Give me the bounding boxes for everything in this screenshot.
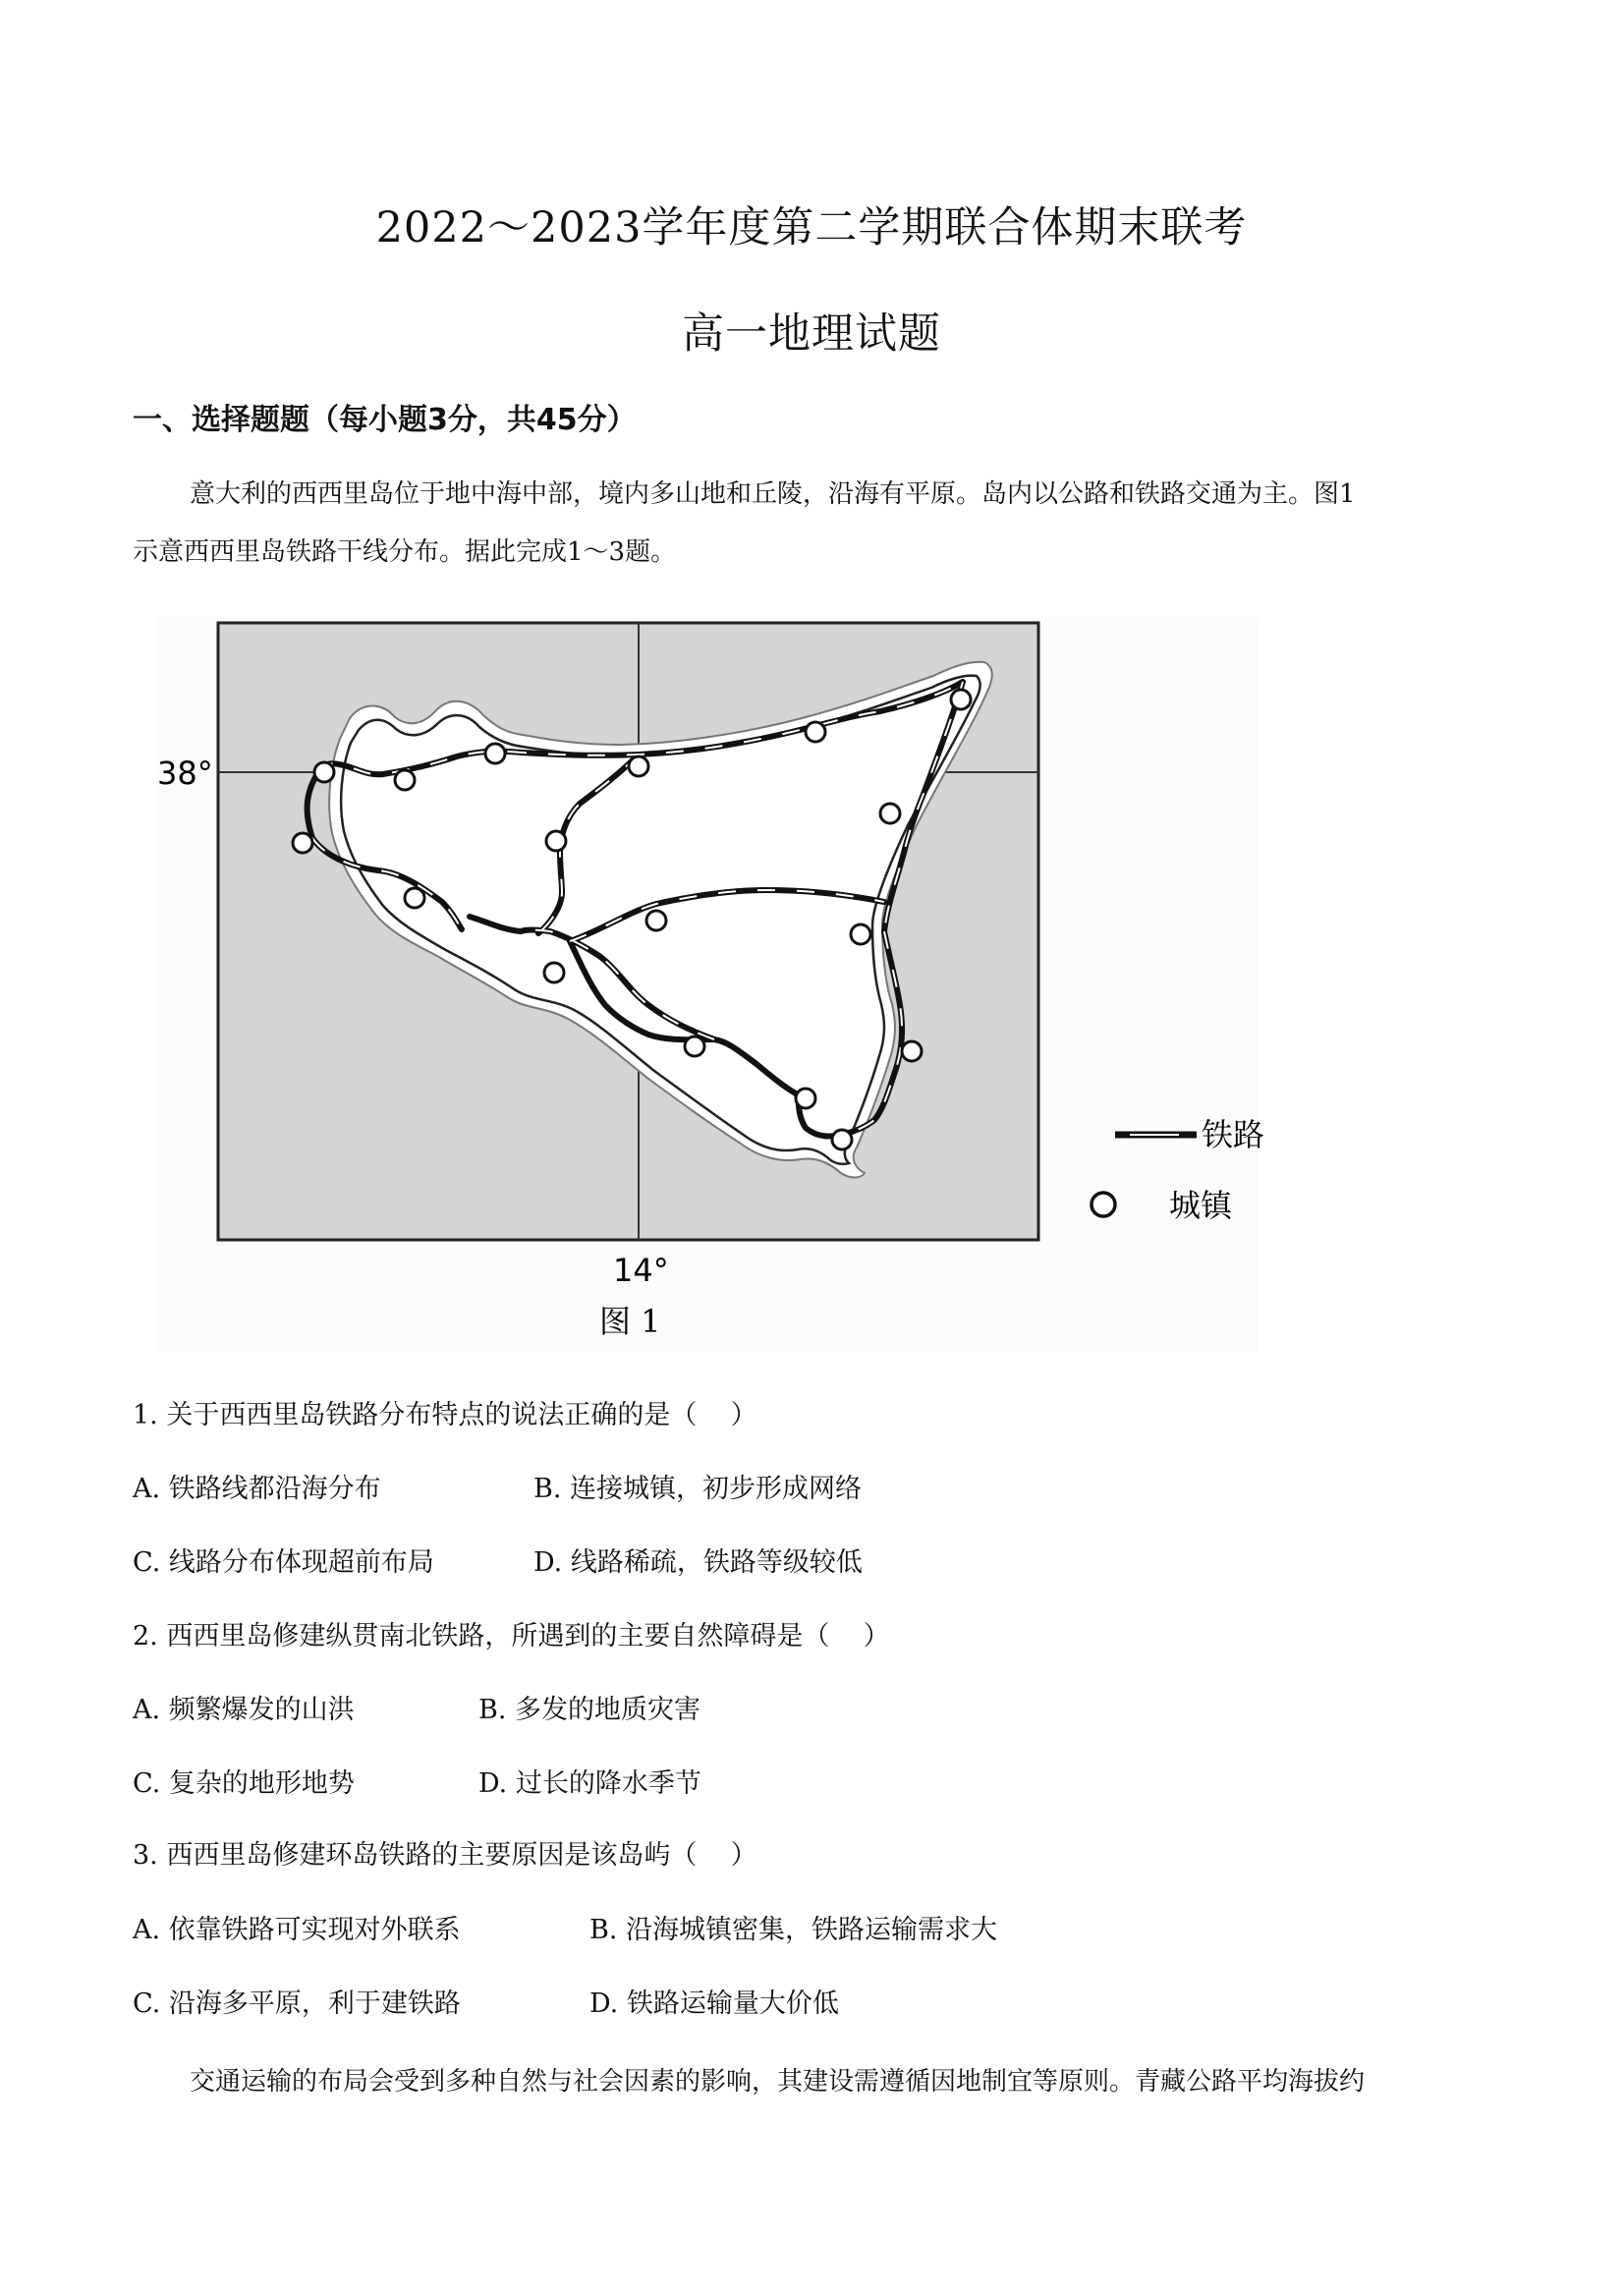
- sicily-map-svg: [157, 617, 1265, 1352]
- town-marker: [685, 1036, 704, 1056]
- passage-2: [133, 2053, 1508, 2111]
- town-marker: [832, 1130, 852, 1149]
- town-marker: [293, 833, 312, 853]
- q3-option-b: B. 沿海城镇密集，铁路运输需求大: [589, 1915, 998, 1945]
- town-marker: [806, 722, 825, 742]
- town-marker: [546, 831, 566, 851]
- town-marker: [544, 963, 564, 982]
- figure-caption: 图 1: [599, 1303, 661, 1340]
- town-marker: [314, 762, 334, 782]
- legend-town-symbol: [1091, 1193, 1115, 1216]
- q3-option-d: D. 铁路运输量大价低: [589, 1988, 839, 2019]
- town-marker: [851, 924, 870, 944]
- latitude-label: 38°: [157, 755, 213, 792]
- exam-title: 2022～2023学年度第二学期联合体期末联考: [375, 203, 1248, 252]
- section-heading: 一、选择题题（每小题3分，共45分）: [133, 403, 637, 437]
- q1-option-b: B. 连接城镇，初步形成网络: [533, 1474, 863, 1504]
- figure-1-map: [157, 617, 1265, 1352]
- passage-1: [133, 466, 1508, 582]
- passage-1-line-2: 示意西西里岛铁路干线分布。据此完成1～3题。: [133, 537, 677, 567]
- town-marker: [395, 770, 415, 790]
- passage-1-line-1: 意大利的西西里岛位于地中海中部，境内多山地和丘陵，沿海有平原。岛内以公路和铁路交通为主。图1: [190, 479, 1356, 509]
- town-marker: [405, 888, 424, 908]
- legend-railway-label: 铁路: [1202, 1116, 1265, 1153]
- town-marker: [646, 911, 666, 930]
- exam-subtitle: 高一地理试题: [682, 309, 941, 359]
- passage-2-line-1: 交通运输的布局会受到多种自然与社会因素的影响，其建设需遵循因地制宜等原则。青藏公路平均海拔约: [190, 2067, 1366, 2097]
- q2-option-a: A. 频繁爆发的山洪: [133, 1695, 355, 1725]
- q1-option-c: C. 线路分布体现超前布局: [133, 1547, 434, 1578]
- q2-option-d: D. 过长的降水季节: [478, 1768, 701, 1799]
- q3-option-c: C. 沿海多平原，利于建铁路: [133, 1988, 461, 2019]
- legend-town-label: 城镇: [1169, 1187, 1233, 1224]
- town-marker: [880, 804, 900, 823]
- q3-option-a: A. 依靠铁路可实现对外联系: [133, 1915, 461, 1945]
- question-2-stem: 2. 西西里岛修建纵贯南北铁路，所遇到的主要自然障碍是（ ）: [133, 1621, 890, 1652]
- town-marker: [902, 1041, 922, 1061]
- q1-option-d: D. 线路稀疏，铁路等级较低: [533, 1547, 863, 1578]
- longitude-label: 14°: [613, 1252, 669, 1289]
- town-marker: [951, 690, 971, 709]
- q2-option-c: C. 复杂的地形地势: [133, 1768, 355, 1799]
- town-marker: [796, 1089, 815, 1108]
- question-1-stem: 1. 关于西西里岛铁路分布特点的说法正确的是（ ）: [133, 1400, 757, 1430]
- town-marker: [629, 756, 648, 776]
- town-marker: [485, 744, 505, 763]
- q2-option-b: B. 多发的地质灾害: [478, 1695, 701, 1725]
- q1-option-a: A. 铁路线都沿海分布: [133, 1474, 381, 1504]
- question-3-stem: 3. 西西里岛修建环岛铁路的主要原因是该岛屿（ ）: [133, 1840, 757, 1871]
